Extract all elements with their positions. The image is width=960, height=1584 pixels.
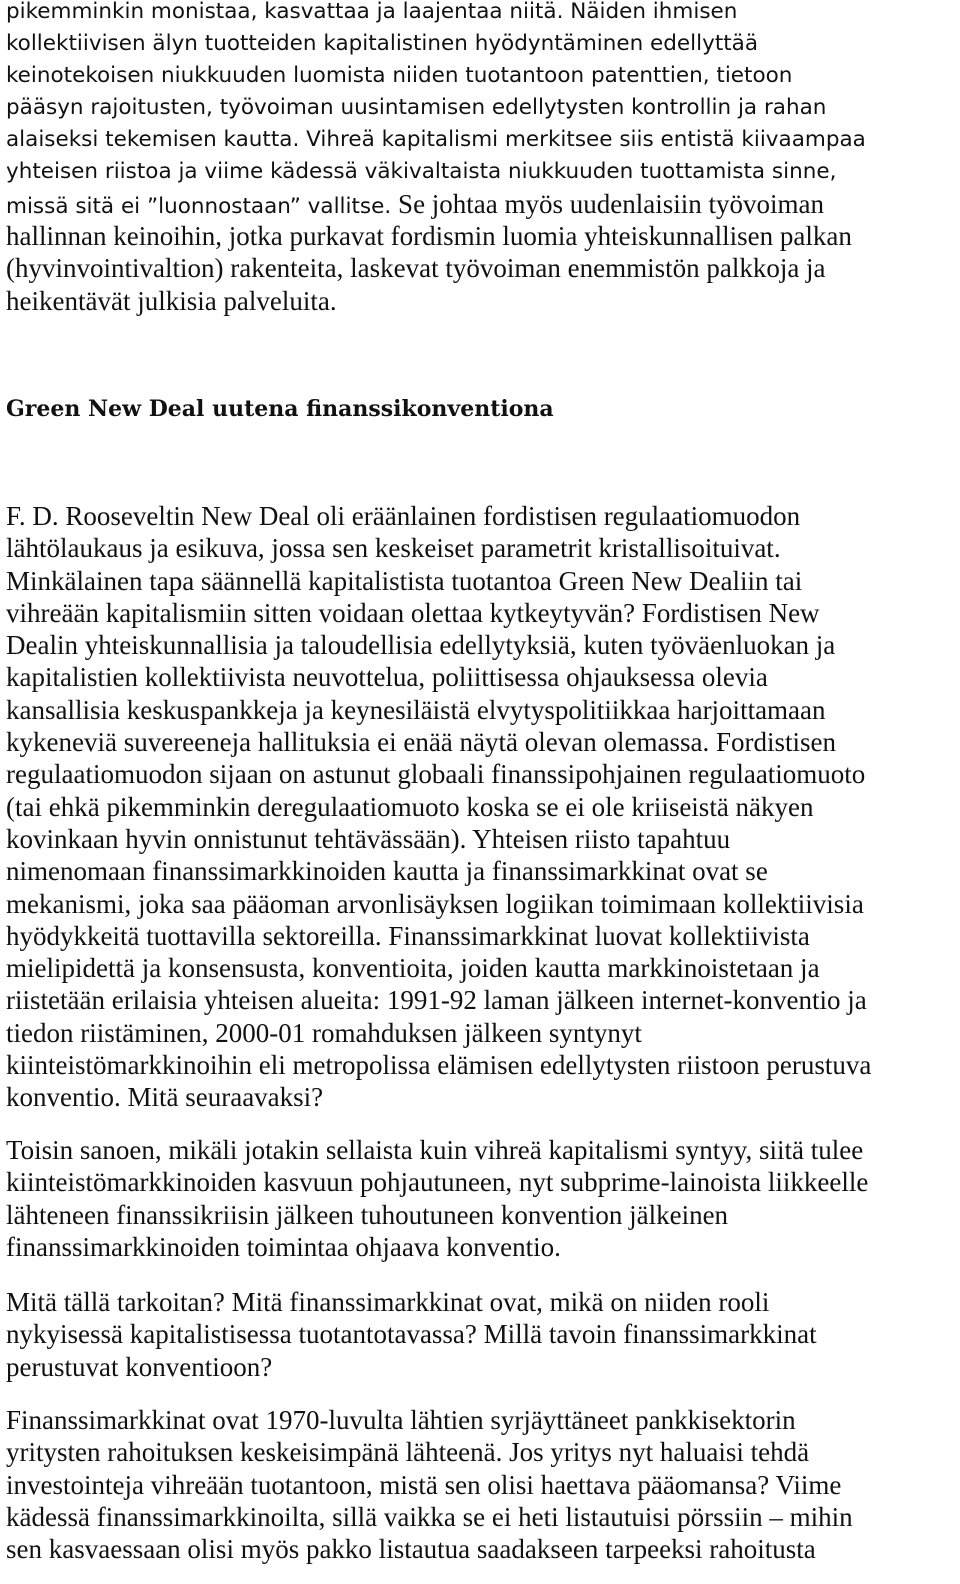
text-line: kiinteistömarkkinoihin eli metropolissa elämisen edellytysten riistoon perustuva — [6, 1050, 872, 1081]
text-line: heikentävät julkisia palveluita. — [6, 285, 337, 316]
text-line: Toisin sanoen, mikäli jotakin sellaista kuin vihreä kapitalismi syntyy, siitä tulee — [6, 1135, 864, 1165]
paragraph — [6, 500, 871, 1114]
section-heading: Green New Deal uutena finanssikonventiona — [6, 396, 554, 422]
paragraph — [6, 1286, 817, 1383]
text-line: pääsyn rajoitusten, työvoiman uusintamisen edellytysten kontrollin ja rahan — [6, 95, 827, 120]
text-line: yhteisen riistoa ja viime kädessä väkivaltaista niukkuuden tuottamista sinne, — [6, 159, 837, 184]
paragraph — [6, 1404, 853, 1565]
paragraph — [6, 1134, 868, 1263]
text-line: hyödykkeitä tuottavilla sektoreilla. Finanssimarkkinat luovat kollektiivista — [6, 920, 810, 951]
text-line: pikemminkin monistaa, kasvattaa ja laajentaa niitä. Näiden ihmisen — [6, 0, 738, 24]
text-line: Minkälainen tapa säännellä kapitalistista tuotantoa Green New Dealiin tai — [6, 565, 803, 596]
paragraph-intro — [6, 0, 866, 223]
text-line: kansallisia keskuspankkeja ja keynesiläistä elvytyspolitiikkaa harjoittamaan — [6, 694, 826, 725]
text-line: (tai ehkä pikemminkin deregulaatiomuoto koska se ei ole kriiseistä näkyen — [6, 791, 814, 822]
text-line: regulaatiomuodon sijaan on astunut globaali finanssipohjainen regulaatiomuoto — [6, 759, 866, 790]
text-line: kykeneviä suvereeneja hallituksia ei enää näytä olevan olemassa. Fordistisen — [6, 727, 836, 758]
text-line: kollektiivisen älyn tuotteiden kapitalistinen hyödyntäminen edellyttää — [6, 31, 759, 56]
text-line: (hyvinvointivaltion) rakenteita, laskevat työvoiman enemmistön palkkoja ja — [6, 253, 826, 284]
text-line: keinotekoisen niukkuuden luomista niiden tuotantoon patenttien, tietoon — [6, 63, 793, 88]
text-span: alaiseksi tekemisen kautta. — [6, 127, 300, 152]
text-line: lähtölaukaus ja esikuva, jossa sen keskeiset parametrit kristallisoituivat. — [6, 533, 781, 564]
text-line: sen kasvaessaan olisi myös pakko listautua saadakseen tarpeeksi rahoitusta — [6, 1534, 816, 1565]
text-line: Finanssimarkkinat ovat 1970-luvulta lähtien syrjäyttäneet pankkisektorin — [6, 1405, 796, 1435]
text-span: Vihreä kapitalismi merkitsee siis entistä kiivaampaa — [306, 127, 866, 152]
text-line: perustuvat konventioon? — [6, 1351, 273, 1382]
text-line: kovinkaan hyvin onnistunut tehtävässään). Yhteisen riisto tapahtuu — [6, 823, 731, 854]
text-span: Se johtaa myös uudenlaisiin työvoiman — [398, 189, 824, 219]
text-line: vihreään kapitalismiin sitten voidaan olettaa kytkeytyvän? Fordistisen New — [6, 597, 820, 628]
text-line: lähteneen finanssikriisin jälkeen tuhoutuneen konvention jälkeinen — [6, 1199, 729, 1230]
text-line: konventio. Mitä seuraavaksi? — [6, 1082, 324, 1113]
text-span: missä sitä ei ”luonnostaan” vallitse. — [6, 194, 392, 219]
text-line: yritysten rahoituksen keskeisimpänä lähteenä. Jos yritys nyt haluaisi tehdä — [6, 1437, 810, 1468]
text-line: kiinteistömarkkinoiden kasvuun pohjautuneen, nyt subprime-lainoista liikkeelle — [6, 1167, 869, 1198]
text-line: kapitalistien kollektiivista neuvottelua, poliittisessa ohjauksessa olevia — [6, 662, 768, 693]
text-line — [6, 188, 866, 223]
text-line: F. D. Rooseveltin New Deal oli eräänlainen fordistisen regulaatiomuodon — [6, 501, 801, 531]
text-line: finanssimarkkinoiden toimintaa ohjaava konventio. — [6, 1231, 561, 1262]
text-line: nykyisessä kapitalistisessa tuotantotavassa? Millä tavoin finanssimarkkinat — [6, 1319, 817, 1350]
text-line: kädessä finanssimarkkinoilta, sillä vaikka se ei heti listautuisi pörssiin – mihin — [6, 1501, 853, 1532]
text-line: hallinnan keinoihin, jotka purkavat fordismin luomia yhteiskunnallisen palkan — [6, 221, 852, 251]
text-line: tiedon riistäminen, 2000-01 romahduksen jälkeen syntynyt — [6, 1017, 642, 1048]
text-line: riistetään erilaisia yhteisen alueita: 1991-92 laman jälkeen internet-konventio ja — [6, 985, 867, 1016]
text-line: mielipidettä ja konsensusta, konventioita, joiden kautta markkinoistetaan ja — [6, 953, 820, 984]
text-line: mekanismi, joka saa pääoman arvonlisäyksen logiikan toimimaan kollektiivisia — [6, 888, 864, 919]
text-line — [6, 124, 866, 156]
text-line: Dealin yhteiskunnallisia ja taloudellisia edellytyksiä, kuten työväenluokan ja — [6, 630, 836, 661]
text-line: investointeja vihreään tuotantoon, mistä sen olisi haettava pääomansa? Viime — [6, 1469, 842, 1500]
paragraph-intro-continued — [6, 220, 852, 317]
text-line: Mitä tällä tarkoitan? Mitä finanssimarkkinat ovat, mikä on niiden rooli — [6, 1287, 770, 1317]
text-line: nimenomaan finanssimarkkinoiden kautta ja finanssimarkkinat ovat se — [6, 856, 768, 887]
